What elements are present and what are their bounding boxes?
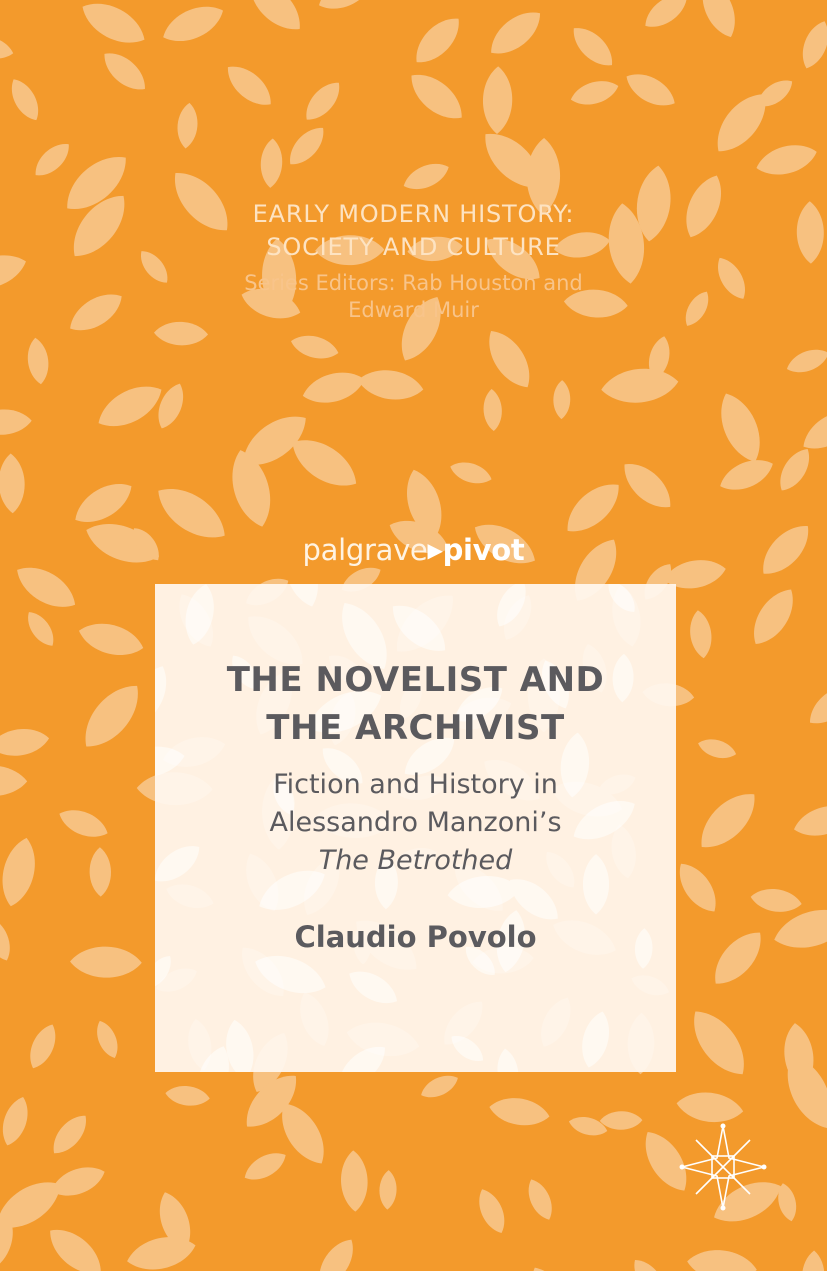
leaf-shape (671, 857, 725, 919)
leaf-shape (487, 1094, 551, 1130)
imprint-brand-light: palgrave (302, 533, 428, 567)
leaf-shape (176, 102, 200, 149)
series-title-line-2: SOCIETY AND CULTURE (266, 233, 561, 261)
leaf-shape (55, 803, 112, 843)
leaf-shape (250, 946, 331, 1002)
leaf-shape (790, 799, 827, 842)
leaf-shape (0, 453, 26, 514)
leaf-shape (687, 609, 714, 660)
book-subtitle-line-2: Alessandro Manzoni’s (269, 807, 562, 838)
leaf-shape (154, 321, 209, 346)
leaf-shape (25, 337, 51, 386)
leaf-shape (0, 32, 16, 64)
leaf-shape (155, 951, 177, 994)
leaf-shape (385, 1266, 445, 1271)
leaf-shape (0, 765, 27, 797)
imprint-brand-bold: pivot (442, 533, 525, 567)
leaf-shape (164, 1083, 211, 1108)
leaf-shape (240, 1146, 291, 1186)
book-subtitle (155, 766, 676, 880)
series-editors-line-1: Series Editors: Rab Houston and (244, 271, 583, 295)
leaf-shape (46, 1109, 94, 1160)
leaf-shape (356, 366, 425, 403)
leaf-shape (22, 607, 60, 651)
leaf-shape (776, 1048, 827, 1136)
leaf-shape (91, 376, 168, 437)
leaf-shape (685, 1246, 758, 1271)
leaf-shape (75, 0, 151, 53)
leaf-shape (796, 402, 827, 458)
leaf-shape (473, 1185, 511, 1237)
leaf-shape (479, 323, 540, 395)
imprint-brand (0, 530, 827, 570)
leaf-shape (299, 366, 368, 409)
leaf-shape (75, 617, 147, 662)
leaf-shape (402, 65, 470, 129)
leaf-shape (383, 595, 454, 661)
leaf-shape (694, 0, 743, 42)
leaf-shape (314, 0, 377, 17)
leaf-shape (5, 74, 45, 125)
leaf-shape (288, 331, 341, 363)
book-subtitle-italic: The Betrothed (318, 845, 513, 876)
leaf-shape (97, 45, 153, 98)
leaf-shape (690, 783, 765, 858)
leaf-shape (417, 1070, 461, 1103)
leaf-shape (220, 58, 279, 114)
leaf-shape (796, 17, 827, 72)
leaf-shape (711, 387, 770, 468)
book-title (155, 656, 676, 752)
series-block (0, 198, 827, 324)
leaf-shape (180, 584, 219, 647)
leaf-shape (744, 582, 803, 652)
play-arrow-icon: ▶ (427, 538, 443, 562)
leaf-shape (152, 380, 190, 433)
leaf-shape (400, 157, 453, 196)
leaf-shape (407, 10, 468, 72)
leaf-shape (73, 675, 150, 758)
leaf-shape (448, 458, 495, 488)
leaf-shape (801, 1250, 825, 1271)
leaf-shape (522, 1261, 580, 1271)
leaf-shape (278, 584, 326, 611)
leaf-shape (615, 454, 679, 516)
leaf-shape (483, 3, 549, 64)
leaf-shape (260, 138, 284, 188)
leaf-shape (783, 344, 827, 378)
leaf-shape (567, 1113, 609, 1139)
leaf-shape (343, 963, 403, 1011)
leaf-shape (340, 1150, 369, 1212)
leaf-shape (600, 1111, 643, 1130)
leaf-shape (282, 121, 330, 171)
leaf-shape (602, 584, 641, 617)
leaf-shape (29, 137, 75, 182)
leaf-shape (41, 1220, 110, 1271)
leaf-shape (24, 1020, 62, 1072)
book-title-line-2: THE ARCHIVIST (266, 708, 565, 748)
leaf-shape (489, 584, 533, 632)
leaf-shape (566, 20, 620, 73)
leaf-shape (482, 66, 512, 134)
leaf-shape (92, 1018, 123, 1062)
leaf-shape (0, 1094, 34, 1149)
leaf-shape (577, 1008, 615, 1070)
leaf-shape (639, 0, 694, 35)
leaf-shape (299, 76, 347, 127)
series-title (0, 198, 827, 264)
leaf-shape (0, 725, 51, 759)
series-title-line-1: EARLY MODERN HISTORY: (252, 200, 575, 228)
leaf-shape (89, 847, 111, 897)
leaf-shape (240, 0, 310, 40)
leaf-shape (621, 66, 681, 114)
book-title-line-1: THE NOVELIST AND (226, 660, 605, 700)
leaf-shape (802, 677, 827, 732)
leaf-shape (446, 1030, 488, 1067)
leaf-shape (157, 0, 228, 50)
series-editors (0, 270, 827, 324)
leaf-shape (379, 1170, 397, 1210)
leaf-shape (495, 1047, 521, 1072)
leaf-shape (627, 1254, 672, 1271)
leaf-shape (674, 584, 676, 631)
author-name: Claudio Povolo (294, 920, 537, 954)
leaf-shape (715, 452, 777, 497)
leaf-shape (0, 834, 41, 909)
leaf-shape (311, 1233, 362, 1271)
leaf-shape (0, 408, 32, 436)
palgrave-star-logo-icon (678, 1122, 768, 1212)
leaf-shape (682, 1001, 756, 1084)
leaf-shape (600, 365, 681, 406)
leaf-shape (331, 1038, 393, 1072)
title-panel (155, 584, 676, 1072)
leaf-shape (696, 735, 739, 762)
series-editors-line-2: Edward Muir (348, 298, 479, 322)
leaf-shape (70, 946, 142, 978)
leaf-shape (553, 380, 571, 419)
book-subtitle-line-1: Fiction and History in (273, 769, 558, 800)
leaf-shape (753, 139, 820, 181)
leaf-shape (482, 388, 502, 431)
leaf-shape (522, 1176, 557, 1224)
leaf-shape (568, 76, 621, 110)
leaf-shape (675, 1089, 745, 1126)
leaf-shape (0, 913, 16, 965)
leaf-shape (773, 443, 817, 496)
leaf-shape (68, 474, 139, 532)
leaf-shape (749, 886, 803, 915)
leaf-shape (705, 923, 771, 993)
